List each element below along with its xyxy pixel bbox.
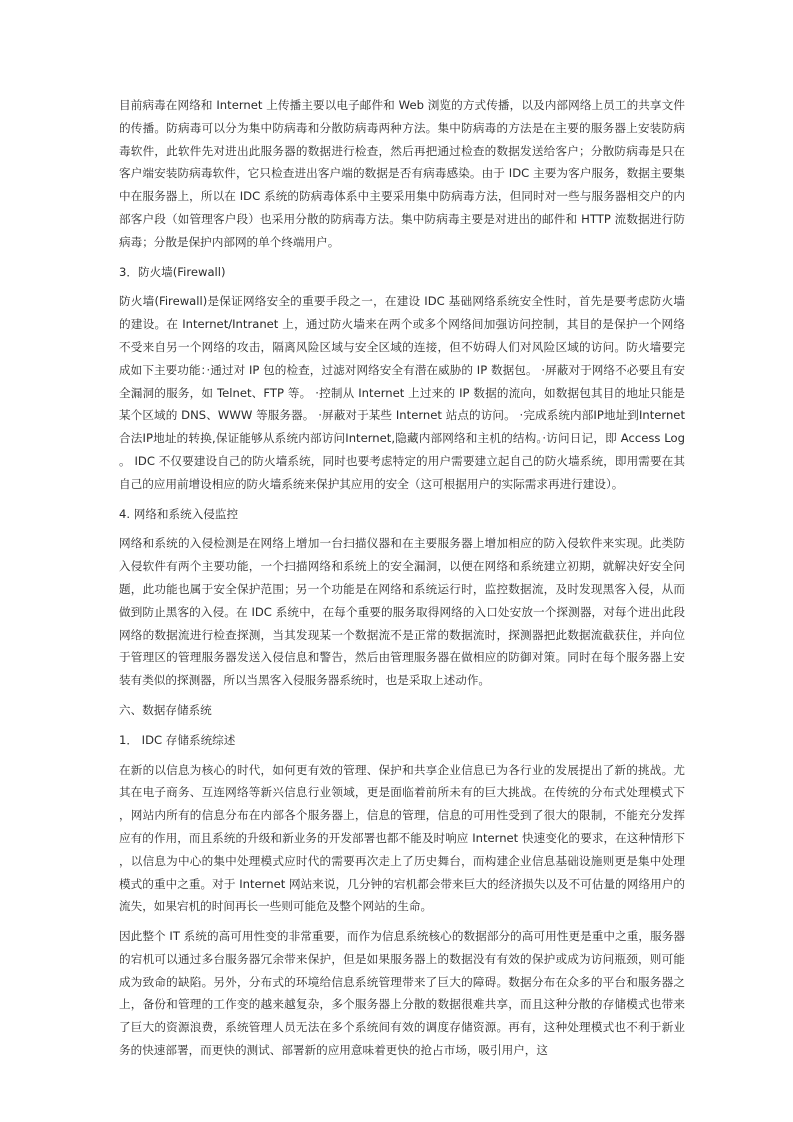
- paragraph-firewall: 防火墙(Firewall)是保证网络安全的重要手段之一，在建设 IDC 基础网络系统安全性时，首先是要考虑防火墙的建设。在 Internet/Intranet 上，通过防火墙来在两个或多个网络间加强访问控制，其目的是保护一个网络不受来自另一个网络的攻击，隔离风险区域与安全区域的连接，但不妨碍人们对风险区域的访问。防火墙要完成如下主要功能：·通过对 IP 包的检查，过滤对网络安全有潜在威胁的 IP 数据包。 ·屏蔽对于网络不必要且有安全漏洞的服务，如 Telnet、FTP 等。 ·控制从 Internet 上过来的 IP 数据的流向，如数据包其目的地址只能是某个区域的 DNS、WWW 等服务器。 ·屏蔽对于某些 Internet 站点的访问。 ·完成系统内部IP地址到Internet合法IP地址的转换,保证能够从系统内部访问Internet,隐藏内部网络和主机的结构。·访问日记，即 Access Log 。 IDC 不仅要建设自己的防火墙系统，同时也要考虑特定的用户需要建立起自己的防火墙系统，即用需要在其自己的应用前增设相应的防火墙系统来保护其应用的安全（这可根据用户的实际需求再进行建设）。: [119, 294, 685, 491]
- paragraph-antivirus: 目前病毒在网络和 Internet 上传播主要以电子邮件和 Web 浏览的方式传播，以及内部网络上员工的共享文件的传播。防病毒可以分为集中防病毒和分散防病毒两种方法。集中防病毒的方法是在主要的服务器上安装防病毒软件，此软件先对进出此服务器的数据进行检查，然后再把通过检查的数据发送给客户；分散防病毒是只在客户端安装防病毒软件，它只检查进出客户端的数据是否有病毒感染。由于 IDC 主要为客户服务，数据主要集中在服务器上，所以在 IDC 系统的防病毒体系中主要采用集中防病毒方法，但同时对一些与服务器相交户的内部客户段（如管理客户段）也采用分散的防病毒方法。集中防病毒主要是对进出的邮件和 HTTP 流数据进行防病毒；分散是保护内部网的单个终端用户。: [119, 98, 685, 249]
- paragraph-storage-overview: 在新的以信息为核心的时代，如何更有效的管理、保护和共享企业信息已为各行业的发展提出了新的挑战。尤其在电子商务、互连网络等新兴信息行业领域，更是面临着前所未有的巨大挑战。在传统的分布式处理模式下，网站内所有的信息分布在内部各个服务器上，信息的管理，信息的可用性受到了很大的限制，不能充分发挥应有的作用，而且系统的升级和新业务的开发部署也都不能及时响应 Internet 快速变化的要求，在这种情形下，以信息为中心的集中处理模式应时代的需要再次走上了历史舞台，而构建企业信息基础设施则更是集中处理模式的重中之重。对于 Internet 网站来说，几分钟的宕机都会带来巨大的经济损失以及不可估量的网络用户的流失，如果宕机的时间再长一些则可能危及整个网站的生命。: [119, 762, 685, 914]
- heading-idc-storage-overview: 1． IDC 存储系统综述: [119, 732, 236, 747]
- heading-firewall: 3．防火墙(Firewall): [119, 264, 226, 279]
- heading-intrusion-monitoring: 4. 网络和系统入侵监控: [119, 506, 239, 521]
- paragraph-high-availability: 因此整个 IT 系统的高可用性变的非常重要，而作为信息系统核心的数据部分的高可用性更是重中之重，服务器的宕机可以通过多台服务器冗余带来保护，但是如果服务器上的数据没有有效的保护或成为访问瓶颈，则可能成为致命的缺陷。另外，分布式的环境给信息系统管理带来了巨大的障碍。数据分布在众多的平台和服务器之上，备份和管理的工作变的越来越复杂，多个服务器上分散的数据很难共享，而且这种分散的存储模式也带来了巨大的资源浪费，系统管理人员无法在多个系统间有效的调度存储资源。再有，这种处理模式也不利于新业务的快速部署，而更快的测试、部署新的应用意味着更快的抢占市场，吸引用户，这: [119, 929, 685, 1058]
- paragraph-intrusion-monitoring: 网络和系统的入侵检测是在网络上增加一台扫描仪器和在主要服务器上增加相应的防入侵软件来实现。此类防入侵软件有两个主要功能，一个扫描网络和系统上的安全漏洞，以便在网络和系统建立初期，就解决好安全问题，此功能也属于安全保护范围；另一个功能是在网络和系统运行时，监控数据流，及时发现黑客入侵，从而做到防止黑客的入侵。在 IDC 系统中，在每个重要的服务取得网络的入口处安放一个探测器，对每个进出此段网络的数据流进行检查探测，当其发现某一个数据流不是正常的数据流时，探测器把此数据流截获住，并向位于管理区的管理服务器发送入侵信息和警告，然后由管理服务器在做相应的防御对策。同时在每个服务器上安装有类似的探测器，所以当黑客入侵服务器系统时，也是采取上述动作。: [119, 536, 685, 688]
- heading-data-storage-system: 六、数据存储系统: [119, 702, 212, 717]
- document-page: [119, 94, 685, 1069]
